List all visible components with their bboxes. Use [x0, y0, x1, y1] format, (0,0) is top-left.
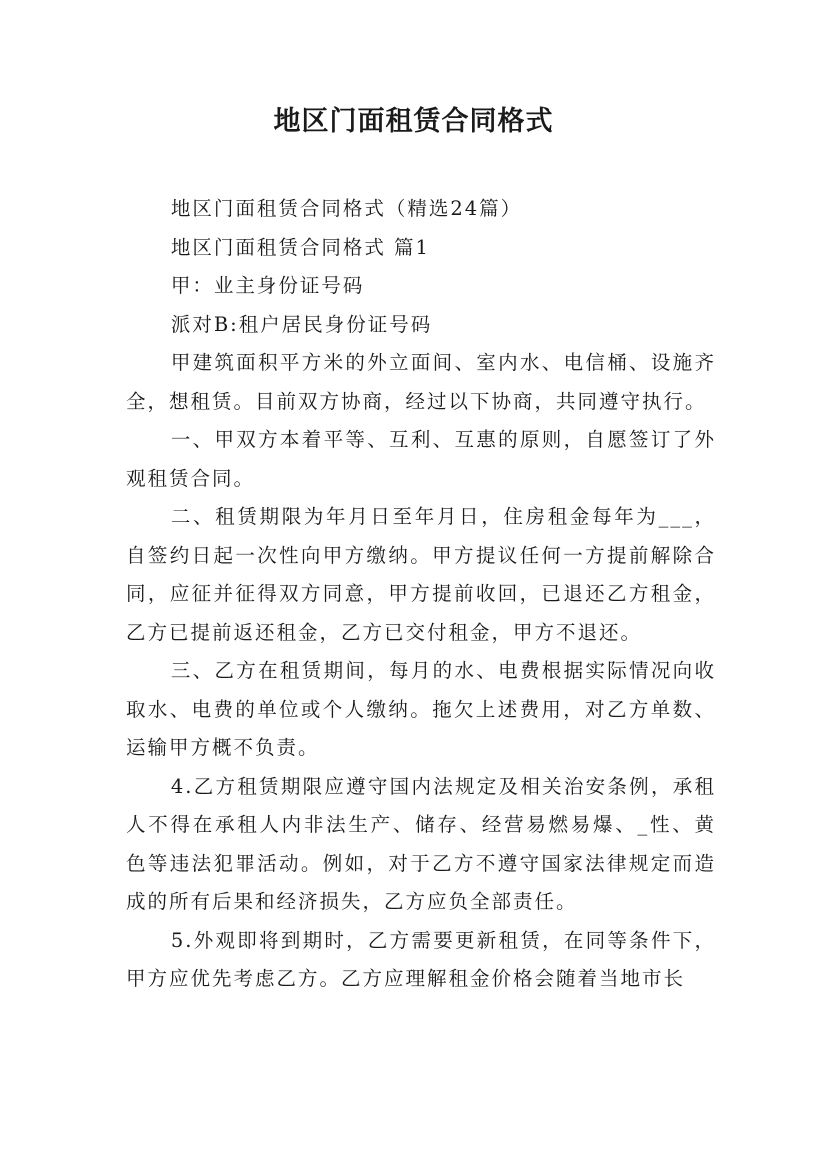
- paragraph-clause-5: 5.外观即将到期时，乙方需要更新租赁，在同等条件下，甲方应优先考虑乙方。乙方应理解租金价格会随着当地市长: [126, 928, 716, 990]
- paragraph-clause-4: 4.乙方租赁期限应遵守国内法规定及相关治安条例，承租人不得在承租人内非法生产、储存、经营易燃易爆、_性、黄色等违法犯罪活动。例如，对于乙方不遵守国家法律规定而造成的所有后果和经济损失，乙方应负全部责任。: [126, 774, 716, 913]
- paragraph-clause-1: 一、甲双方本着平等、互利、互惠的原则，自愿签订了外观租赁合同。: [126, 428, 716, 490]
- paragraph-intro: 甲建筑面积平方米的外立面间、室内水、电信桶、设施齐全，想租赁。目前双方协商，经过以下协商，共同遵守执行。: [126, 351, 716, 413]
- paragraph-subtitle: 地区门面租赁合同格式（精选24篇）: [170, 197, 523, 220]
- paragraph-section-heading: 地区门面租赁合同格式 篇1: [170, 235, 430, 259]
- paragraph-clause-3: 三、乙方在租赁期间，每月的水、电费根据实际情况向收取水、电费的单位或个人缴纳。拖欠上述费用，对乙方单数、运输甲方概不负责。: [126, 659, 716, 759]
- document-title: 地区门面租赁合同格式: [273, 106, 554, 137]
- paragraph-party-a: 甲：业主身份证号码: [170, 274, 365, 297]
- paragraph-clause-2: 二、租赁期限为年月日至年月日，住房租金每年为___，自签约日起一次性向甲方缴纳。甲方提议任何一方提前解除合同，应征并征得双方同意，甲方提前收回，已退还乙方租金，乙方已提前返还租金，乙方已交付租金，甲方不退还。: [126, 505, 716, 644]
- paragraph-party-b: 派对B:租户居民身份证号码: [170, 312, 433, 336]
- document-body: [126, 190, 716, 999]
